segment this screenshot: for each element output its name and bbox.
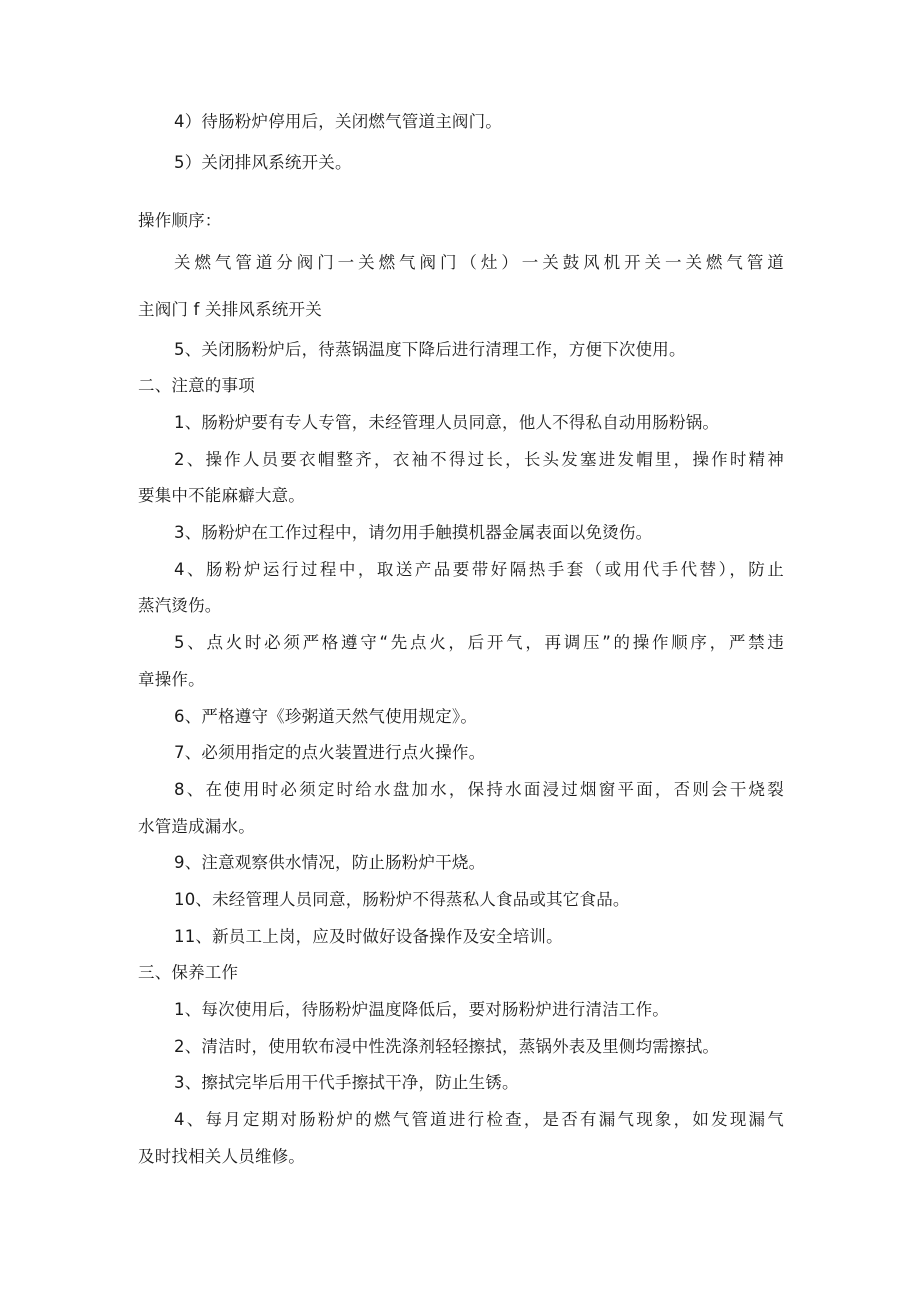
maintenance-1: 1、每次使用后，待肠粉炉温度降低后，要对肠粉炉进行清洁工作。 bbox=[174, 1000, 669, 1019]
shutdown-step-5: 5）关闭排风系统开关。 bbox=[174, 153, 352, 172]
precaution-2-line-2: 要集中不能麻癖大意。 bbox=[138, 486, 305, 505]
section-heading-maintenance: 三、保养工作 bbox=[138, 963, 239, 982]
shutdown-step-4: 4）待肠粉炉停用后，关闭燃气管道主阀门。 bbox=[174, 112, 502, 131]
operation-sequence-line-1: 关燃气管道分阀门一关燃气阀门（灶）一关鼓风机开关一关燃气管道 bbox=[174, 253, 784, 272]
cleanup-note: 5、关闭肠粉炉后，待蒸锅温度下降后进行清理工作，方便下次使用。 bbox=[174, 340, 686, 359]
precaution-7: 7、必须用指定的点火装置进行点火操作。 bbox=[174, 743, 486, 762]
precaution-6: 6、严格遵守《珍粥道天然气使用规定》。 bbox=[174, 707, 478, 726]
maintenance-4-line-2: 及时找相关人员维修。 bbox=[138, 1147, 305, 1166]
operation-sequence-heading: 操作顺序： bbox=[138, 211, 222, 230]
operation-sequence-line-2: 主阀门 f 关排风系统开关 bbox=[138, 300, 322, 319]
maintenance-4-line-1: 4、每月定期对肠粉炉的燃气管道进行检查，是否有漏气现象，如发现漏气 bbox=[174, 1110, 784, 1129]
precaution-3: 3、肠粉炉在工作过程中，请勿用手触摸机器金属表面以免烫伤。 bbox=[174, 523, 653, 542]
precaution-5-line-1: 5、点火时必须严格遵守“先点火，后开气，再调压”的操作顺序，严禁违 bbox=[174, 633, 784, 652]
precaution-10: 10、未经管理人员同意，肠粉炉不得蒸私人食品或其它食品。 bbox=[174, 890, 630, 909]
maintenance-3: 3、擦拭完毕后用干代手擦拭干净，防止生锈。 bbox=[174, 1073, 519, 1092]
precaution-5-line-2: 章操作。 bbox=[138, 670, 205, 689]
precaution-11: 11、新员工上岗，应及时做好设备操作及安全培训。 bbox=[174, 927, 563, 946]
maintenance-2: 2、清洁时，使用软布浸中性洗涤剂轻轻擦拭，蒸锅外表及里侧均需擦拭。 bbox=[174, 1037, 720, 1056]
section-heading-precautions: 二、注意的事项 bbox=[138, 376, 255, 395]
precaution-1: 1、肠粉炉要有专人专管，未经管理人员同意，他人不得私自动用肠粉锅。 bbox=[174, 413, 720, 432]
precaution-2-line-1: 2、操作人员要衣帽整齐，衣袖不得过长，长头发塞进发帽里，操作时精神 bbox=[174, 450, 784, 469]
precaution-8-line-1: 8、在使用时必须定时给水盘加水，保持水面浸过烟窗平面，否则会干烧裂 bbox=[174, 780, 784, 799]
precaution-9: 9、注意观察供水情况，防止肠粉炉干烧。 bbox=[174, 853, 486, 872]
precaution-4-line-2: 蒸汽烫伤。 bbox=[138, 596, 222, 615]
precaution-4-line-1: 4、肠粉炉运行过程中，取送产品要带好隔热手套（或用代手代替），防止 bbox=[174, 560, 784, 579]
precaution-8-line-2: 水管造成漏水。 bbox=[138, 817, 255, 836]
